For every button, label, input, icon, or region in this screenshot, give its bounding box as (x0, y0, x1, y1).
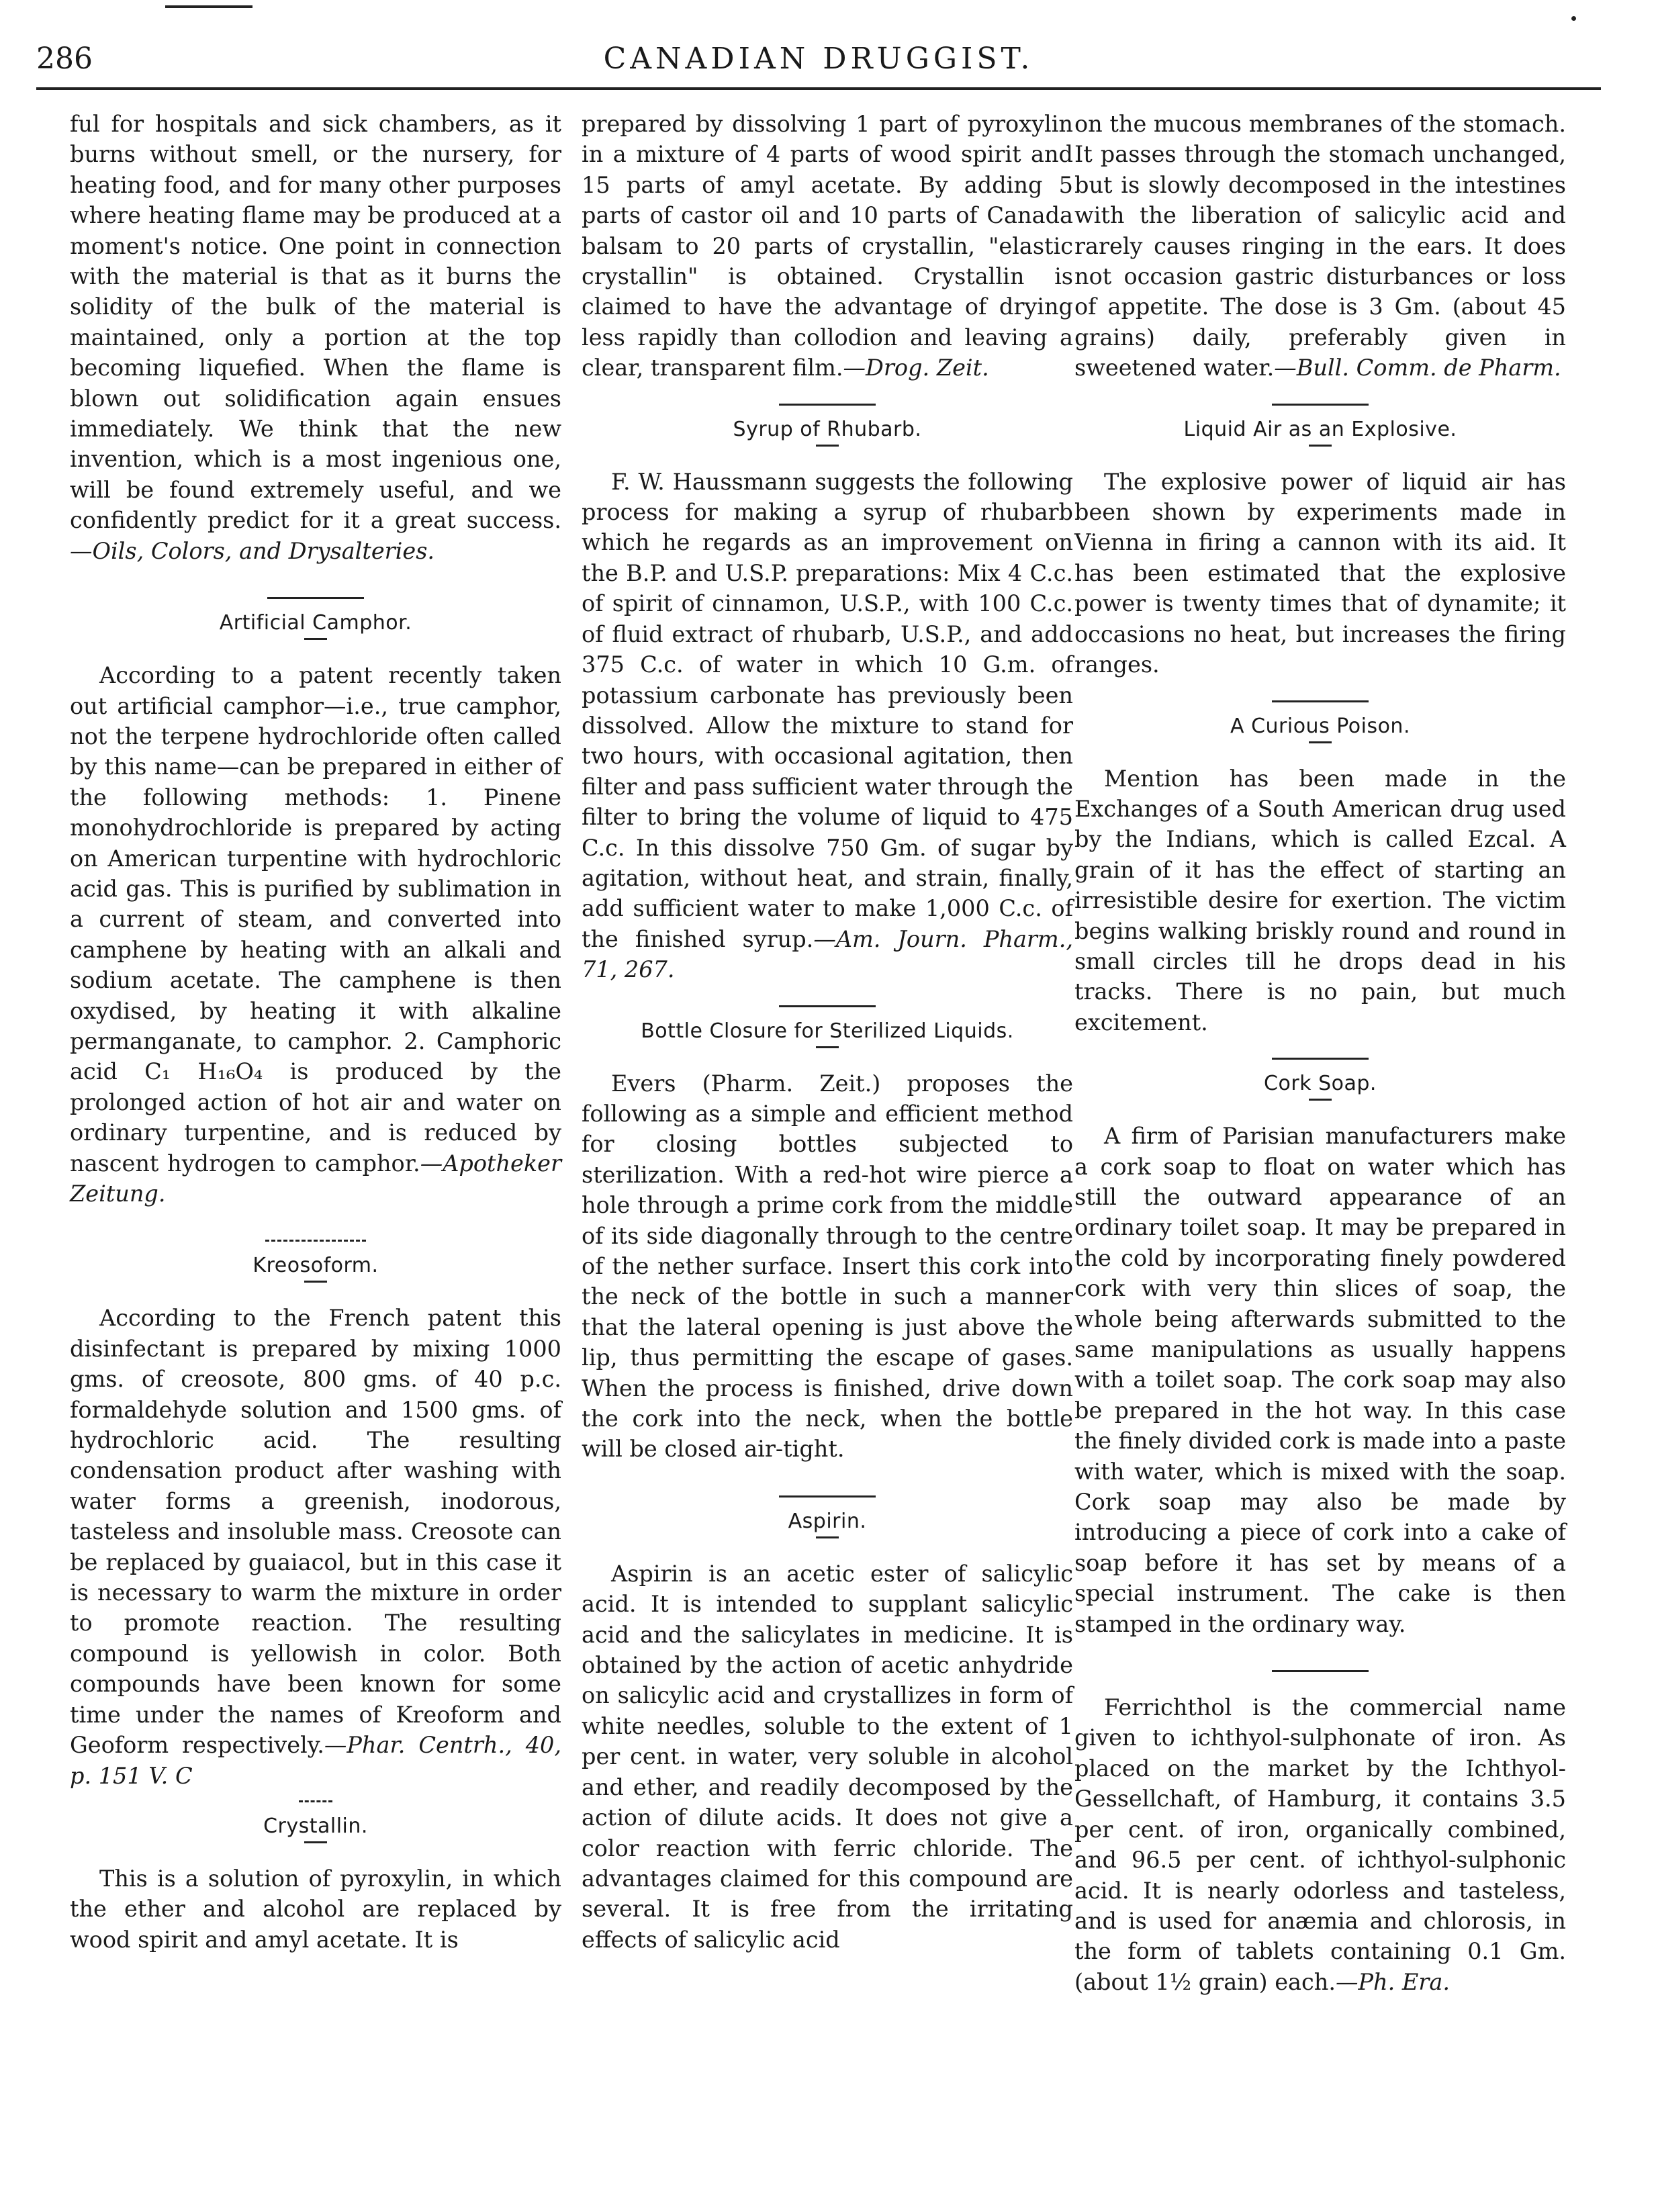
article-paragraph (70, 1303, 561, 1791)
article-heading: Artificial Camphor. (219, 611, 412, 635)
article-heading: Crystallin. (263, 1814, 368, 1838)
page-number: 286 (36, 42, 93, 76)
paragraph-text: F. W. Haussmann suggests the following process for making a syrup of rhubarb which he regards as an improvement on the B.P. and U.S.P. preparations: Mix 4 C.c. of spirit of cinnamon, U.S.P., with 100 C.c. of fluid extract of rhubarb, U.S.P., and add 375 C.c. of water in which 10 G.m. of potassium carbonate has previously been dissolved. Allow the mixture to stand for two hours, with occasional agitation, then filter and pass sufficient water through the filter to bring the volume of liquid to 475 C.c. In this dissolve 750 Gm. of sugar by agitation, without heat, and strain, finally, add sufficient water to make 1,000 C.c. of the finished syrup. (582, 468, 1073, 952)
margin-dot (1571, 16, 1576, 21)
article-paragraph: The explosive power of liquid air has been shown by experiments made in Vienna in firing a cannon with its aid. It has been estimated that the explosive power is twenty times that of dynamite; it occasions no heat, but increases the firing ranges. (1074, 468, 1566, 678)
article-continuation (1074, 109, 1566, 383)
article-heading: Cork Soap. (1264, 1072, 1377, 1096)
paragraph-text: According to the French patent this disinfectant is prepared by mixing 1000 gms. of creosote, 800 gms. of 40 p.c. formaldehyde solution and 1500 gms. of hydrochloric acid. The resulting condensation product after washing with water forms a greenish, inodorous, tasteless and insoluble mass. Creosote can be replaced by guaiacol, but in this case it is necessary to warm the mixture in order to promote reaction. The resulting compound is yellowish in color. Both compounds have been known for some time under the names of Kreoform and Geoform respectively. (70, 1305, 561, 1759)
article-continuation (582, 109, 1073, 383)
article-heading: Syrup of Rhubarb. (733, 417, 922, 441)
article-source: —Am. Journ. Pharm., 71, 267. (582, 925, 1073, 983)
article-paragraph (70, 660, 561, 1209)
column-2 (582, 109, 1073, 1955)
page-header (36, 39, 1601, 86)
article-heading: Bottle Closure for Sterilized Liquids. (641, 1019, 1014, 1043)
article-paragraph (1074, 1692, 1566, 1997)
paragraph-text: Ferrichthol is the commercial name given to ichthyol-sulphonate of iron. As placed on the market by the Ichthyol-Gessellchaft, of Hamburg, it contains 3.5 per cent. of iron, organically combined, and 96.5 per cent. of ichthyol-sulphonic acid. It is nearly odorless and tasteless, and is used for anæmia and chlorosis, in the form of tablets containing 0.1 Gm. (about 1½ grain) each. (1074, 1694, 1566, 1995)
column-3 (1074, 109, 1566, 1997)
paragraph-text: on the mucous membranes of the stomach. It passes through the stomach unchanged, but is slowly decomposed in the intestines with the liberation of salicylic acid and rarely causes ringing in the ears. It does not occasion gastric disturbances or loss of appetite. The dose is 3 Gm. (about 45 grains) daily, preferably given in sweetened water. (1074, 111, 1566, 381)
article-heading: Kreosoform. (252, 1254, 379, 1278)
article-source: —Apotheker Zeitung. (70, 1150, 561, 1207)
article-heading: A Curious Poison. (1230, 714, 1410, 738)
paragraph-text: prepared by dissolving 1 part of pyroxylin in a mixture of 4 parts of wood spirit and 15 parts of amyl acetate. By adding 5 parts of castor oil and 10 parts of Canada balsam to 20 parts of crystallin, "elastic crystallin" is obtained. Crystallin is claimed to have the advantage of drying less rapidly than collodion and leaving a clear, transparent film. (582, 111, 1073, 381)
article-source: —Drog. Zeit. (843, 355, 989, 381)
article-paragraph: Aspirin is an acetic ester of salicylic acid. It is intended to supplant salicylic acid and the salicylates in medicine. It is obtained by the action of acetic anhydride on salicylic acid and crystallizes in form of white needles, soluble to the extent of 1 per cent. in water, very soluble in alcohol and ether, and readily decomposed by the action of dilute acids. It does not give a color reaction with ferric chloride. The advantages claimed for this compound are several. It is free from the irritating effects of salicylic acid (582, 1560, 1073, 1953)
article-source: —Ph. Era. (1336, 1968, 1451, 1995)
article-source: —Bull. Comm. de Pharm. (1274, 355, 1561, 381)
article-paragraph: A firm of Parisian manufacturers make a cork soap to float on water which has still the outward appearance of an ordinary toilet soap. It may be prepared in the cold by incorporating finely powdered cork with very thin slices of soap, the whole being afterwards submitted to the same manipulations as usually happens with a toilet soap. The cork soap may also be prepared in the hot way. In this case the finely divided cork is made into a paste with water, which is mixed with the soap. Cork soap may also be made by introducing a piece of cork into a cake of soap before it has set by means of a special instrument. The cake is then stamped in the ordinary way. (1074, 1123, 1566, 1637)
journal-title: CANADIAN DRUGGIST. (603, 42, 1034, 76)
article-continuation (70, 109, 561, 566)
article-heading: Liquid Air as an Explosive. (1183, 417, 1457, 441)
article-source: —Oils, Colors, and Drysalteries. (70, 537, 435, 564)
article-paragraph: This is a solution of pyroxylin, in which the ether and alcohol are replaced by wood spirit and amyl acetate. It is (70, 1865, 561, 1953)
top-edge-mark (165, 5, 252, 8)
article-source: —Phar. Centrh., 40, p. 151 V. C (70, 1732, 561, 1789)
article-paragraph: Evers (Pharm. Zeit.) proposes the following as a simple and efficient method for closing bottles subjected to sterilization. With a red-hot wire pierce a hole through a prime cork from the middle of its side diagonally through to the centre of the nether surface. Insert this cork into the neck of the bottle in such a manner that the lateral opening is just above the lip, thus permitting the escape of gases. When the process is finished, drive down the cork into the neck, when the bottle will be closed air-tight. (582, 1070, 1073, 1463)
article-heading: Aspirin. (788, 1509, 867, 1533)
paragraph-text: According to a patent recently taken out artificial camphor—i.e., true camphor, not the terpene hydrochloride often called by this name—can be prepared in either of the following methods: 1. Pinene monohydrochloride is prepared by acting on American turpentine with hydrochloric acid gas. This is purified by sublimation in a current of steam, and converted into camphene by heating with an alkali and sodium acetate. The camphene is then oxydised, by heating it with alkaline permanganate, to camphor. 2. Camphoric acid C₁ H₁₆O₄ is produced by the prolonged action of hot air and water on ordinary turpentine, and is reduced by nascent hydrogen to camphor. (70, 662, 561, 1177)
article-paragraph: Mention has been made in the Exchanges of a South American drug used by the Indians, which is called Ezcal. A grain of it has the effect of starting an irresistible desire for exertion. The victim begins walking briskly round and round in small circles till he drops dead in his tracks. There is no pain, but much excitement. (1074, 765, 1566, 1035)
article-paragraph (582, 467, 1073, 985)
header-rule (36, 87, 1601, 90)
paragraph-text: ful for hospitals and sick chambers, as it burns without smell, or the nursery, for heating food, and for many other purposes where heating flame may be produced at a moment's notice. One point in connection with the material is that as it burns the solidity of the bulk of the material is maintained, only a portion at the top becoming liquefied. When the flame is blown out solidification again ensues immediately. We think that the new invention, which is a most ingenious one, will be found extremely useful, and we confidently predict for it a great success. (70, 111, 561, 534)
column-1 (70, 109, 561, 1955)
